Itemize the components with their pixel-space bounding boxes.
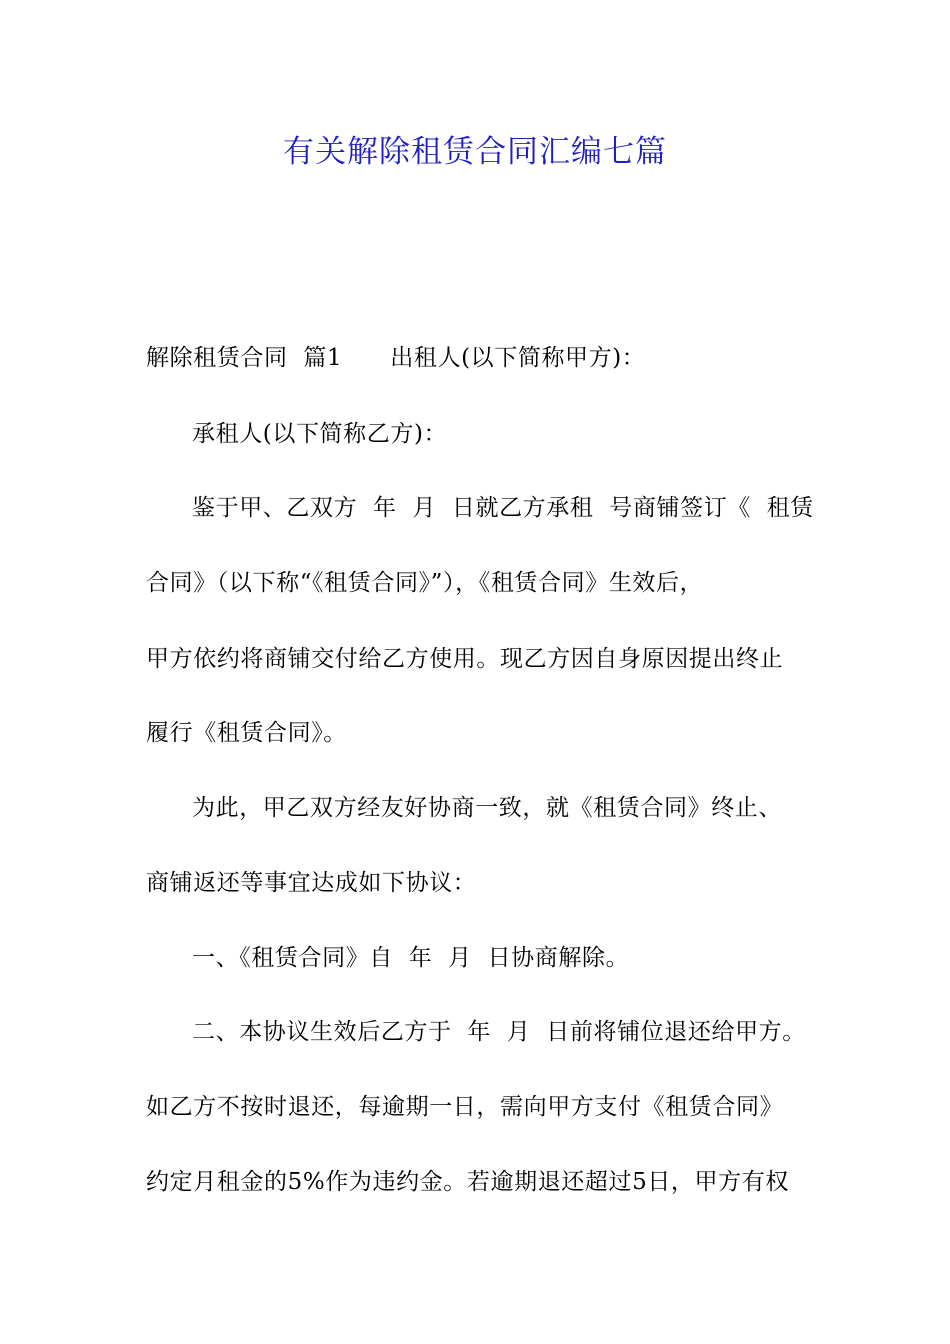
paragraph-line-5: 甲方依约将商铺交付给乙方使用。现乙方因自身原因提出终止 [146, 646, 784, 672]
paragraph-line-2: 承租人(以下简称乙方)： [192, 421, 448, 447]
paragraph-line-9: 一、《租赁合同》自 年 月 日协商解除。 [192, 945, 630, 971]
paragraph-line-6: 履行《租赁合同》。 [146, 720, 347, 746]
paragraph-line-10: 二、本协议生效后乙方于 年 月 日前将铺位退还给甲方。 [192, 1019, 806, 1045]
lessor-label: 出租人(以下简称甲方)： [390, 345, 646, 371]
section-heading: 解除租赁合同 篇1 [146, 345, 343, 371]
paragraph-line-1 [146, 342, 645, 374]
paragraph-line-7: 为此，甲乙双方经友好协商一致，就《租赁合同》终止、 [192, 795, 782, 821]
paragraph-line-12: 约定月租金的5%作为违约金。若逾期退还超过5日，甲方有权 [146, 1169, 789, 1195]
paragraph-line-8: 商铺返还等事宜达成如下协议： [146, 870, 477, 896]
document-title: 有关解除租赁合同汇编七篇 [283, 134, 667, 170]
paragraph-line-4: 合同》（以下称“《租赁合同》”），《租赁合同》生效后， [146, 570, 704, 596]
paragraph-line-11: 如乙方不按时退还，每逾期一日，需向甲方支付《租赁合同》 [146, 1094, 784, 1120]
paragraph-line-3: 鉴于甲、乙双方 年 月 日就乙方承租 号商铺签订《 租赁 [192, 495, 814, 521]
